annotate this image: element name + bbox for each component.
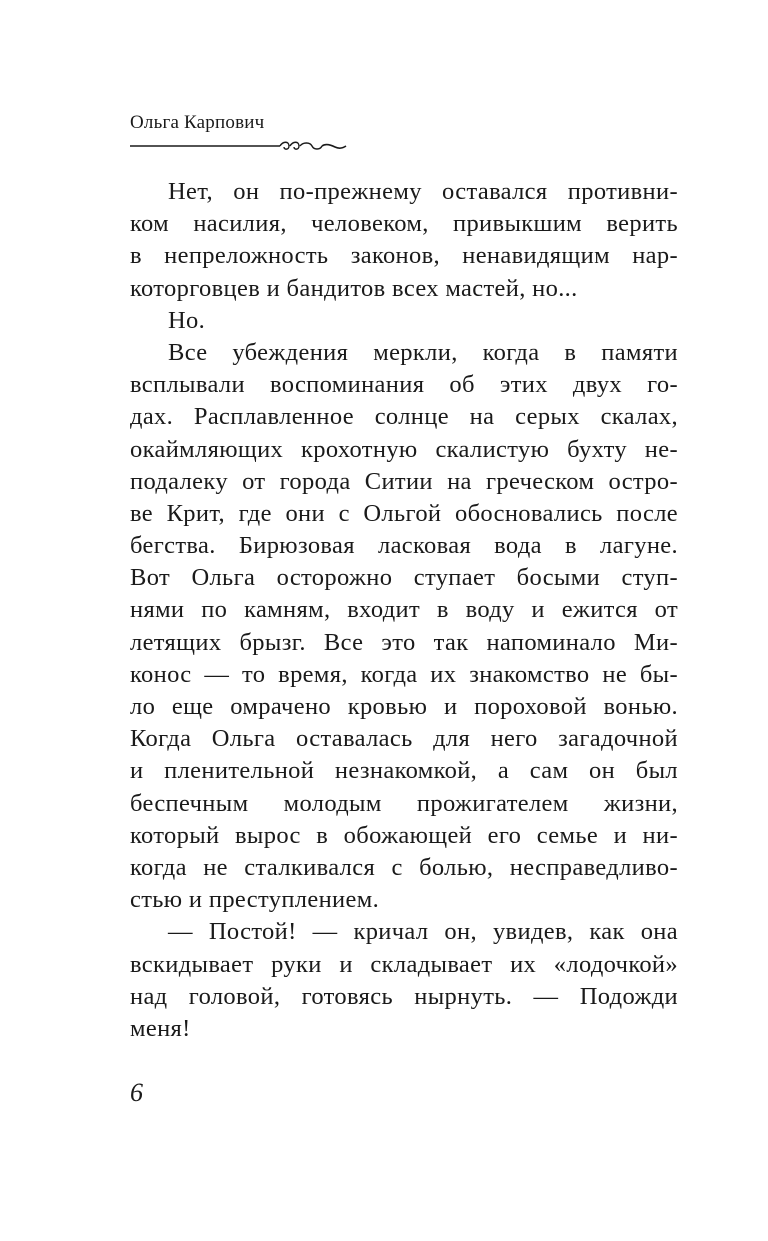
text-line: летящих брызг. Все это так напоминало Ми- (130, 628, 678, 656)
text-line: стью и преступлением. (130, 886, 380, 914)
text-line: меня! (130, 1014, 191, 1042)
page-number: 6 (130, 1078, 143, 1107)
text-line: ве Крит, где они с Ольгой обосновались после (130, 499, 678, 527)
text-line: подалеку от города Ситии на греческом остро- (130, 467, 678, 495)
text-line: беспечным молодым прожигателем жизни, (130, 789, 678, 817)
body-text (130, 176, 678, 1045)
text-line: Все убеждения меркли, когда в памяти (168, 338, 678, 366)
text-line: вскидывает руки и складывает их «лодочкой» (130, 950, 678, 978)
text-line: Но. (168, 306, 206, 334)
text-line: который вырос в обожающей его семье и ни- (130, 821, 678, 849)
text-line: Нет, он по-прежнему оставался противни- (168, 178, 678, 205)
text-line: которговцев и бандитов всех мастей, но... (130, 274, 578, 302)
text-line: и пленительной незнакомкой, а сам он был (130, 757, 678, 785)
text-line: всплывали воспоминания об этих двух го- (130, 371, 678, 399)
text-line: окаймляющих крохотную скалистую бухту не- (130, 435, 678, 463)
text-line: над головой, готовясь нырнуть. — Подожди (130, 982, 678, 1010)
text-line: в непреложность законов, ненавидящим нар- (130, 242, 678, 270)
running-header (130, 112, 350, 154)
text-line: — Постой! — кричал он, увидев, как она (168, 918, 678, 946)
text-line: когда не сталкивался с болью, несправедливо- (130, 853, 678, 881)
running-header-author: Ольга Карпович (130, 112, 265, 133)
text-line: бегства. Бирюзовая ласковая вода в лагуне. (130, 532, 678, 560)
text-line: Когда Ольга оставалась для него загадочной (130, 725, 678, 753)
text-line: конос — то время, когда их знакомство не бы- (130, 660, 678, 688)
ornament-rule-icon (130, 140, 350, 154)
text-line: ком насилия, человеком, привыкшим верить (130, 210, 678, 238)
text-line: нями по камням, входит в воду и ежится от (130, 596, 678, 624)
text-line: дах. Расплавленное солнце на серых скалах, (130, 403, 678, 431)
text-line: Вот Ольга осторожно ступает босыми ступ- (130, 564, 678, 592)
text-line: ло еще омрачено кровью и пороховой вонью. (130, 693, 678, 720)
